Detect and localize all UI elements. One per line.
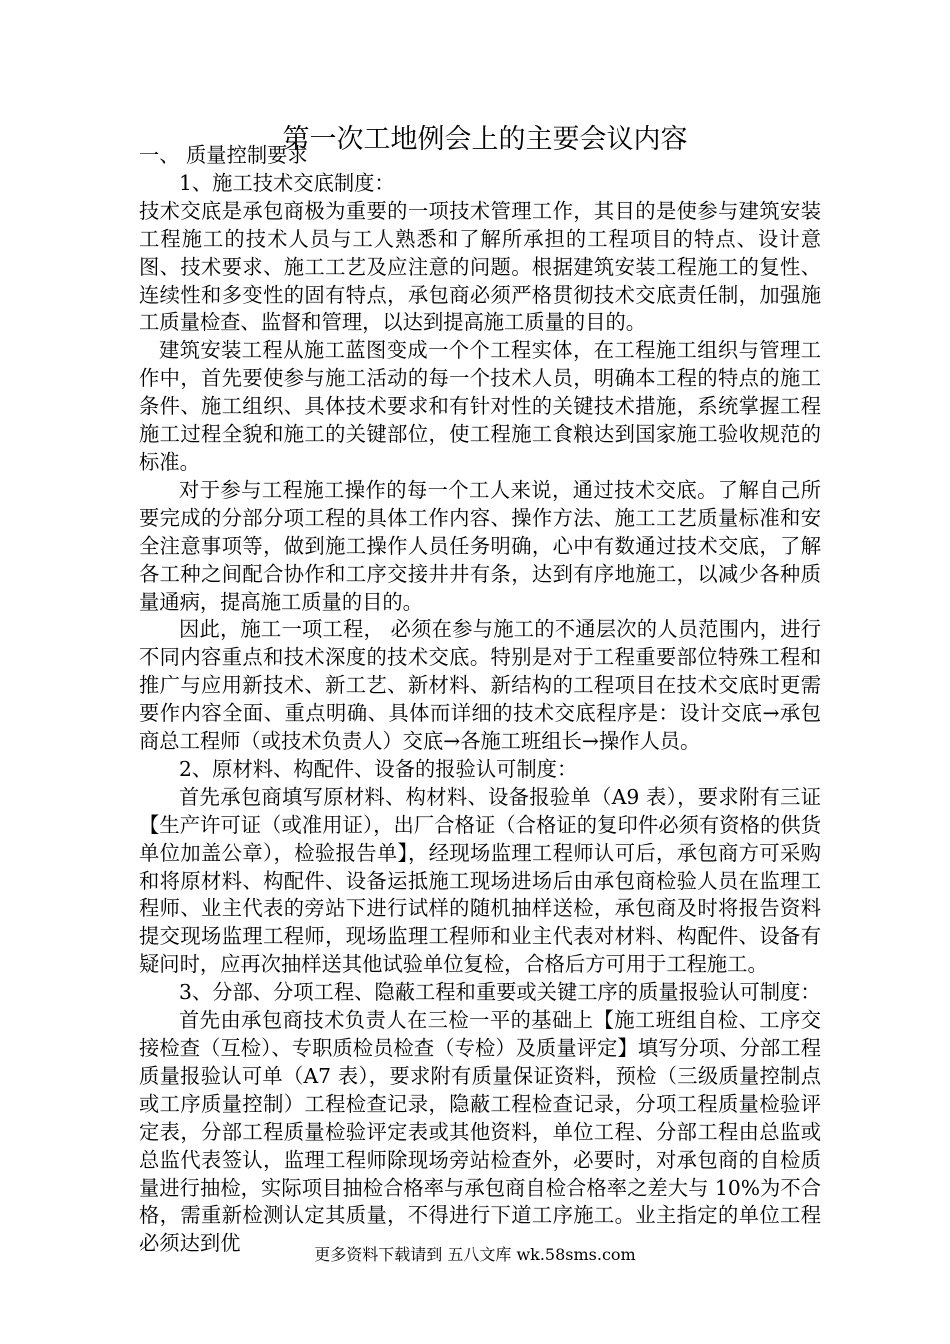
paragraph-material-approval: 首先承包商填写原材料、构材料、设备报验单（A9 表），要求附有三证【生产许可证（或准用证），出厂合格证（合格证的复印件必须有资格的供货单位加盖公章），检验报告单】，经现场监理工程师认可后，承包商方可采购和将原材料、构配件、设备运抵施工现场进场后由承包商检验人员在监理工程师、业主代表的旁站下进行试样的随机抽样送检，承包商及时将报告资料提交现场监理工程师，现场监理工程师和业主代表对材料、构配件、设备有疑问时，应再次抽样送其他试验单位复检，合格后方可用于工程施工。 [139,784,821,977]
subheading-quality-inspection: 3、分部、分项工程、隐蔽工程和重要或关键工序的质量报验认可制度： [179,980,821,1005]
paragraph-technical-briefing-1: 技术交底是承包商极为重要的一项技术管理工作，其目的是使参与建筑安装工程施工的技术人员与工人熟悉和了解所承担的工程项目的特点、设计意图、技术要求、施工工艺及应注意的问题。根据建筑安装工程施工的复性、连续性和多变性的固有特点，承包商必须严格贯彻技术交底责任制，加强施工质量检查、监督和管理，以达到提高施工质量的目的。 [139,198,821,335]
paragraph-technical-briefing-2: 建筑安装工程从施工蓝图变成一个个工程实体，在工程施工组织与管理工作中，首先要使参与施工活动的每一个技术人员，明确本工程的特点的施工条件、施工组织、具体技术要求和有针对性的关键技术措施，系统掌握工程施工过程全貌和施工的关键部位，使工程施工食粮达到国家施工验收规范的标准。 [139,338,821,474]
section-heading-quality-control: 一、 质量控制要求 [139,143,308,167]
subheading-material-approval: 2、原材料、构配件、设备的报验认可制度： [179,756,578,781]
document-title: 第一次工地例会上的主要会议内容 [282,124,688,156]
paragraph-technical-briefing-3: 对于参与工程施工操作的每一个工人来说，通过技术交底。了解自己所要完成的分部分项工程的具体工作内容、操作方法、施工工艺质量标准和安全注意事项等，做到施工操作人员任务明确，心中有数通过技术交底，了解各工种之间配合协作和工序交接井井有条，达到有序地施工，以减少各种质量通病，提高施工质量的目的。 [139,477,821,614]
subheading-technical-briefing: 1、施工技术交底制度： [179,170,395,195]
paragraph-technical-briefing-4: 因此，施工一项工程， 必须在参与施工的不通层次的人员范围内，进行不同内容重点和技术深度的技术交底。特别是对于工程重要部位特殊工程和推广与应用新技术、新工艺、新材料、新结构的工程项目在技术交底时更需要作内容全面、重点明确、具体而详细的技术交底程序是：设计交底→承包商总工程师（或技术负责人）交底→各施工班组长→操作人员。 [139,617,821,754]
document-body [139,142,821,1258]
paragraph-quality-inspection: 首先由承包商技术负责人在三检一平的基础上【施工班组自检、工序交接检查（互检）、专职质检员检查（专检）及质量评定】填写分项、分部工程质量报验认可单（A7 表），要求附有质量保证资料，预检（三级质量控制点或工序质量控制）工程检查记录，隐蔽工程检查记录，分项工程质量检验评定表，分部工程质量检验评定表或其他资料，单位工程、分部工程由总监或总监代表签认，监理工程师除现场旁站检查外，必要时，对承包商的自检质量进行抽检，实际项目抽检合格率与承包商自检合格率之差大与 10%为不合格，需重新检测认定其质量，不得进行下道工序施工。业主指定的单位工程必须达到优 [139,1008,821,1256]
footer-watermark-text: 更多资料下载请到 五八文库 wk.58sms.com [314,1245,636,1264]
